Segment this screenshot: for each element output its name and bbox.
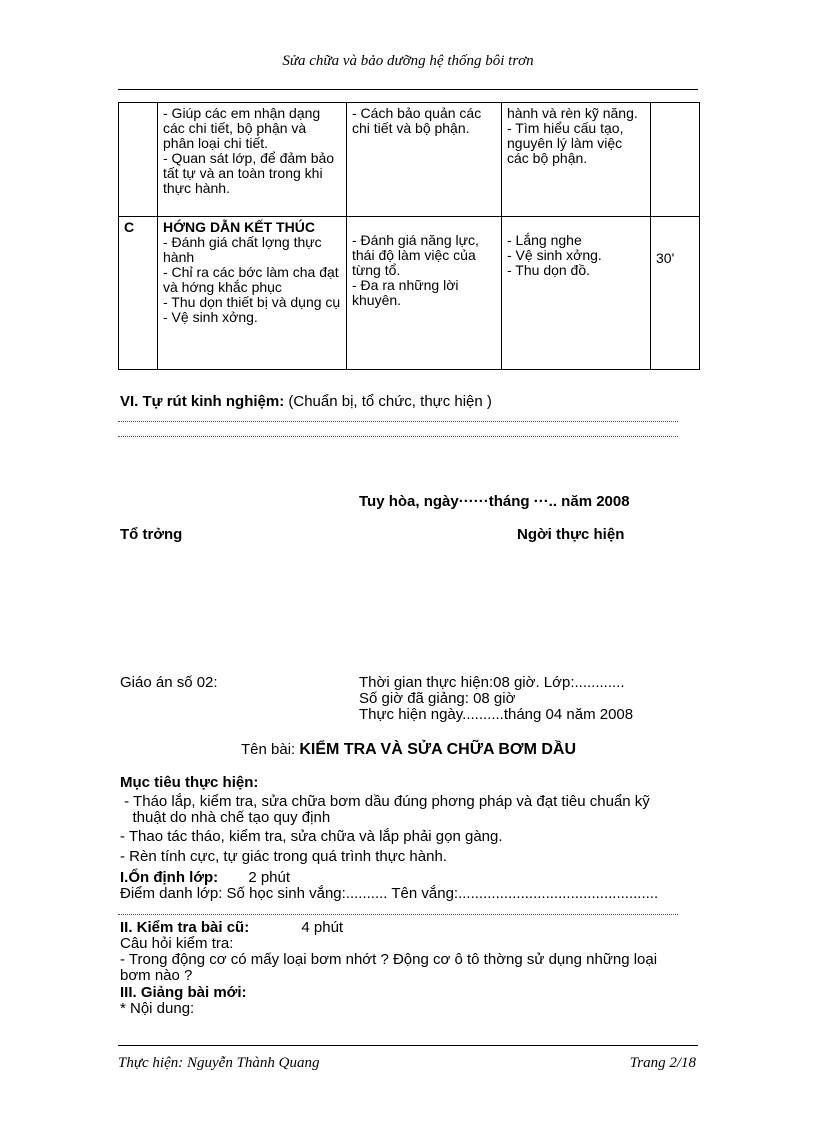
cell-line: - Thu dọn thiết bị và dụng cụ [163, 294, 341, 310]
section3-content: * Nội dung: [120, 1000, 195, 1017]
lesson-hours: Số giờ đã giảng: 08 giờ [359, 690, 516, 707]
section1-line [120, 869, 290, 886]
cell-line: - Tìm hiểu cấu tạo, nguyên lý làm việc các bộ phận. [507, 120, 624, 166]
question-line: bơm nào ? [120, 967, 193, 984]
section3-label: III. Giảng bài mới: [120, 984, 247, 1001]
running-header: Sửa chữa và bảo dưỡng hệ thống bôi trơn [282, 53, 534, 69]
objective-item: - Thao tác tháo, kiểm tra, sửa chữa và lắp phải gọn gàng. [120, 828, 503, 845]
table-cell-d [502, 217, 651, 370]
signature-right: Ngời thực hiện [517, 526, 625, 543]
question-label: Câu hỏi kiểm tra: [120, 935, 234, 952]
dotted-line [118, 914, 678, 915]
lesson-number: Giáo án số 02: [120, 674, 218, 691]
table-cell-c [347, 217, 502, 370]
table-cell-a [119, 103, 158, 217]
experience-label: VI. Tự rút kinh nghiệm: [120, 393, 285, 410]
section1-label: I.Ổn định lớp: [120, 869, 219, 886]
objective-item: - Rèn tính cực, tự giác trong quá trình thực hành. [120, 848, 447, 865]
table-cell-b [158, 217, 347, 370]
cell-line: - Vệ sinh xởng. [507, 247, 602, 263]
cell-line: - Chỉ ra các bớc làm cha đạt và hớng khắc phục [163, 264, 339, 295]
section2-label: II. Kiểm tra bài cũ: [120, 919, 250, 936]
table-cell-e [651, 103, 700, 217]
table-cell-c [347, 103, 502, 217]
footer-page: Trang 2/18 [629, 1055, 696, 1071]
table-row [119, 103, 700, 217]
cell-line: - Lắng nghe [507, 232, 582, 248]
cell-line: - Đa ra những lời khuyên. [352, 277, 459, 308]
footer-author: Thực hiện: Nguyễn Thành Quang [118, 1055, 320, 1071]
attendance-line: Điểm danh lớp: Số học sinh vắng:.......... Tên vắng:................................................ [120, 885, 659, 902]
cell-line: - Thu dọn đồ. [507, 262, 591, 278]
question-line: - Trong động cơ có mấy loại bơm nhớt ? Động cơ ô tô thờng sử dụng những loại [120, 951, 658, 968]
header-rule [118, 89, 698, 90]
cell-line: - Cách bảo quản các chi tiết và bộ phận. [352, 105, 482, 136]
signature-left: Tổ trởng [120, 526, 183, 543]
experience-note: (Chuẩn bị, tổ chức, thực hiện ) [288, 393, 492, 410]
dotted-line [118, 436, 678, 437]
objective-item: - Tháo lắp, kiểm tra, sửa chữa bơm dầu đúng phơng pháp và đạt tiêu chuẩn kỹ [120, 793, 650, 810]
table-row [119, 217, 700, 370]
lesson-date: Thực hiện ngày..........tháng 04 năm 2008 [359, 706, 634, 723]
date-line: Tuy hòa, ngày······tháng ···.. năm 2008 [359, 493, 630, 510]
objective-item: thuật do nhà chế tạo quy định [120, 809, 331, 826]
dotted-line [118, 421, 678, 422]
cell-line: - Đánh giá chất lợng thực hành [163, 234, 322, 265]
footer-rule [118, 1045, 698, 1046]
lesson-name-label: Tên bài: [241, 741, 296, 758]
lesson-name: KIỂM TRA VÀ SỬA CHỮA BƠM DẦU [299, 741, 577, 758]
table-cell-b [158, 103, 347, 217]
experience-line [120, 393, 492, 410]
duration-cell: 30' [651, 217, 700, 370]
section-heading: HỚNG DẪN KẾT THÚC [163, 219, 315, 235]
section1-duration: 2 phút [248, 869, 291, 886]
table-cell-d [502, 103, 651, 217]
cell-line: - Quan sát lớp, để đảm bảo tất tự và an toàn trong khi thực hành. [163, 150, 335, 196]
lesson-title-line [241, 741, 576, 758]
cell-line: - Đánh giá năng lực, thái độ làm việc của từng tổ. [352, 232, 479, 278]
section2-line [120, 919, 343, 936]
cell-line: - Giúp các em nhận dạng các chi tiết, bộ phận và phân loại chi tiết. [163, 105, 321, 151]
cell-line: hành và rèn kỹ năng. [507, 105, 638, 121]
cell-line: - Vệ sinh xởng. [163, 309, 258, 325]
section-letter: C [119, 217, 158, 370]
lesson-time: Thời gian thực hiện:08 giờ. Lớp:............ [359, 674, 625, 691]
lesson-plan-table [118, 102, 700, 370]
objectives-label: Mục tiêu thực hiện: [120, 774, 259, 791]
section2-duration: 4 phút [301, 919, 344, 936]
